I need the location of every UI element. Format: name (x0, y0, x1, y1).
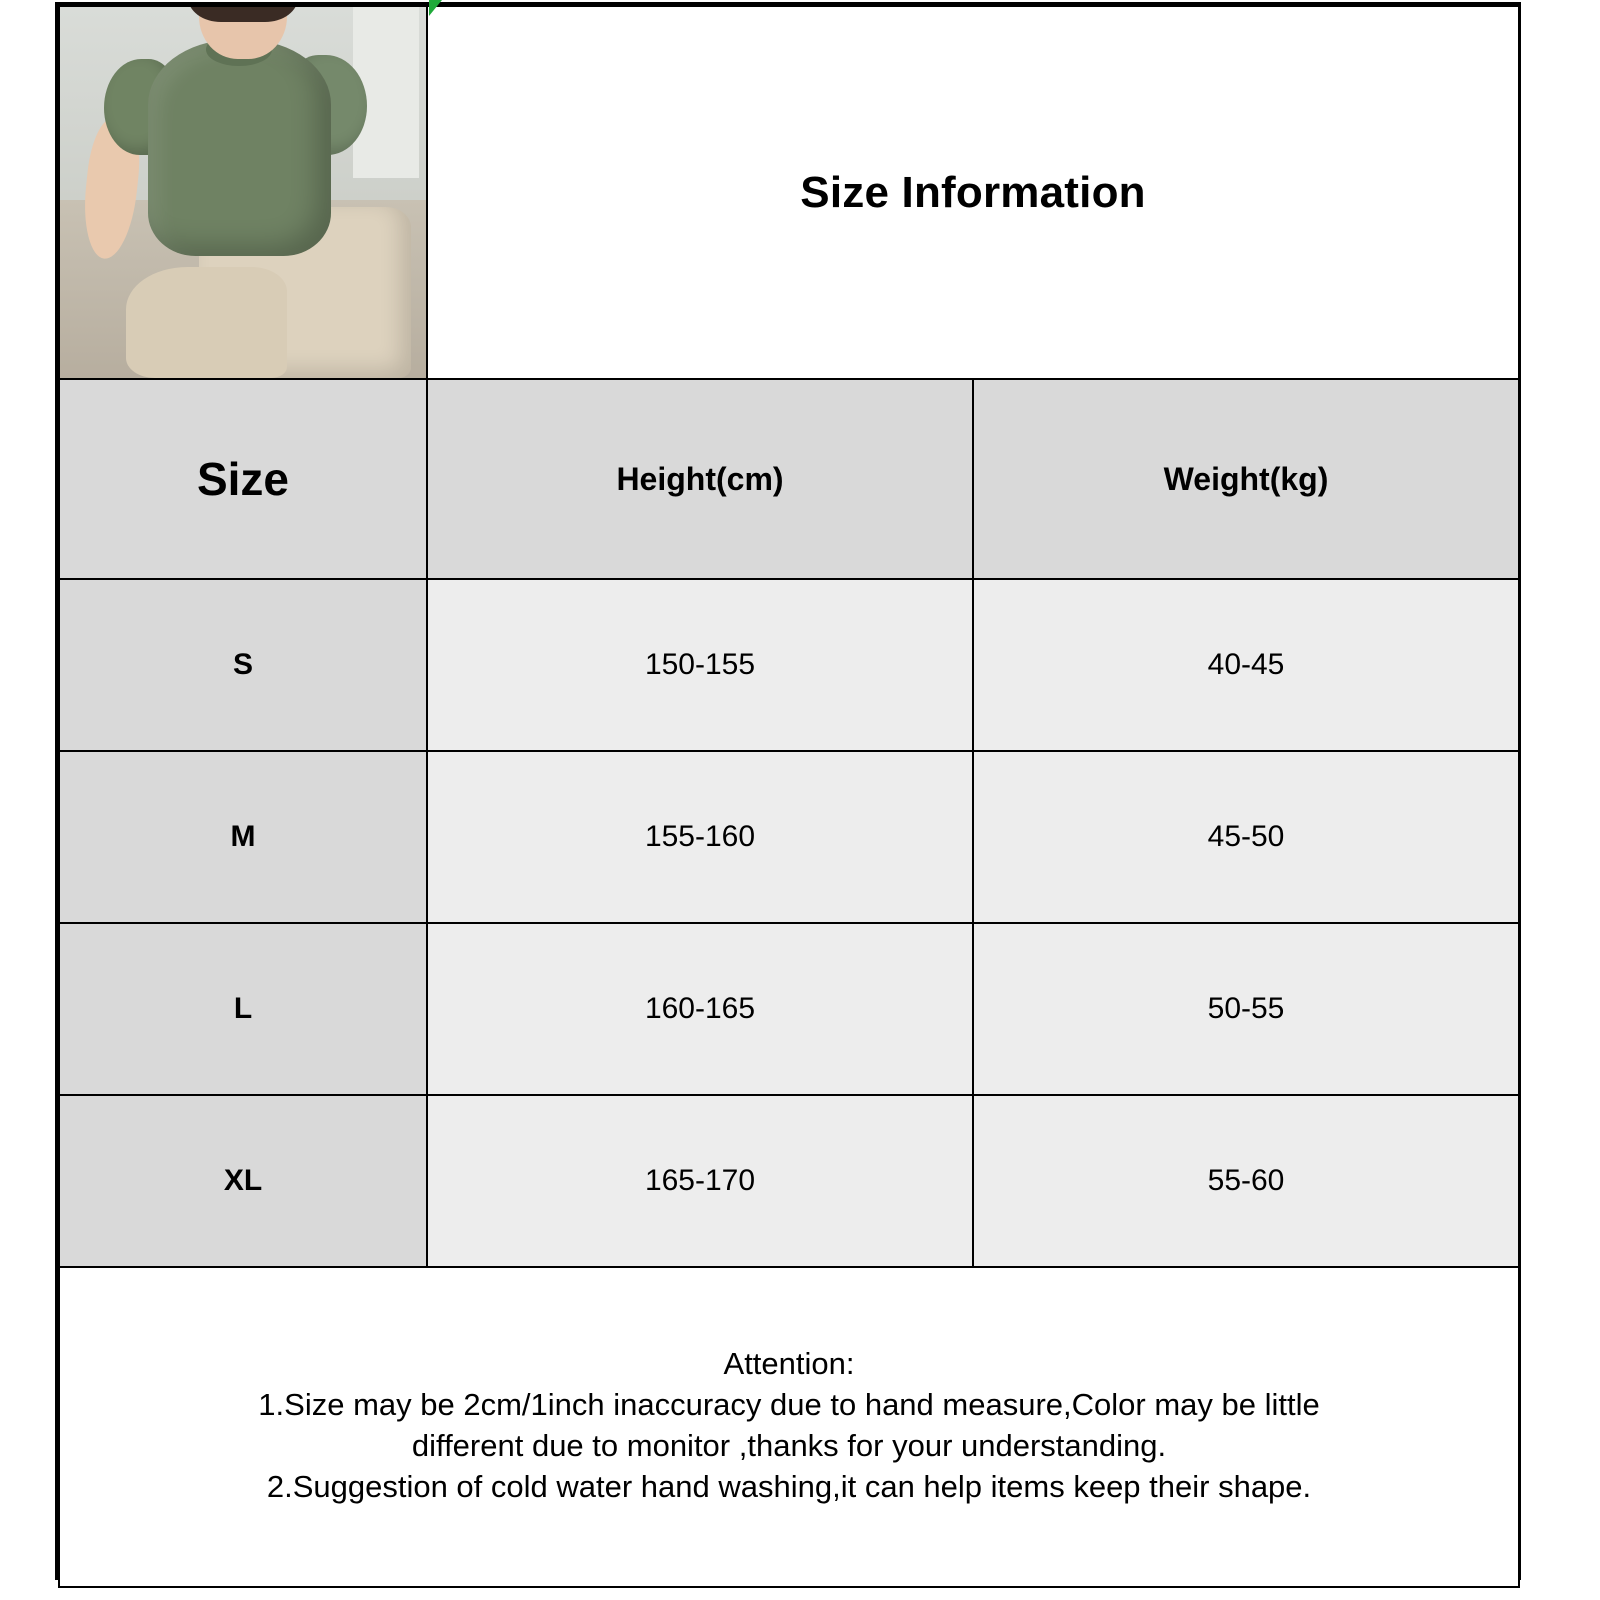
attention-note (59, 1267, 1519, 1587)
photo-pants-secondary (126, 267, 287, 378)
green-corner-marker-icon (429, 0, 442, 16)
size-label-s: S (59, 579, 427, 751)
size-information-table-container (55, 2, 1521, 1580)
weight-value-s: 40-45 (973, 579, 1519, 751)
height-value-s: 150-155 (427, 579, 973, 751)
height-value-m: 155-160 (427, 751, 973, 923)
product-photo (60, 7, 426, 378)
column-header-size: Size (59, 379, 427, 579)
weight-value-xl: 55-60 (973, 1095, 1519, 1267)
height-value-xl: 165-170 (427, 1095, 973, 1267)
attention-line-3: 2.Suggestion of cold water hand washing,it can help items keep their shape. (266, 1468, 1312, 1504)
size-label-l: L (59, 923, 427, 1095)
size-information-table (58, 5, 1520, 1588)
table-row-header-top (59, 6, 1519, 379)
attention-line-1: 1.Size may be 2cm/1inch inaccuracy due to hand measure,Color may be little (258, 1387, 1320, 1423)
page-title: Size Information (427, 6, 1519, 379)
table-row-column-headers (59, 379, 1519, 579)
photo-green-tshirt (148, 40, 331, 255)
size-label-xl: XL (59, 1095, 427, 1267)
table-row (59, 751, 1519, 923)
attention-line-2: different due to monitor ,thanks for your understanding. (411, 1428, 1167, 1463)
table-row (59, 923, 1519, 1095)
size-label-m: M (59, 751, 427, 923)
table-row (59, 579, 1519, 751)
table-row (59, 1095, 1519, 1267)
weight-value-m: 45-50 (973, 751, 1519, 923)
column-header-weight: Weight(kg) (973, 379, 1519, 579)
column-header-height: Height(cm) (427, 379, 973, 579)
product-photo-cell (59, 6, 427, 379)
table-row-attention (59, 1267, 1519, 1587)
height-value-l: 160-165 (427, 923, 973, 1095)
attention-heading: Attention: (723, 1346, 855, 1382)
weight-value-l: 50-55 (973, 923, 1519, 1095)
